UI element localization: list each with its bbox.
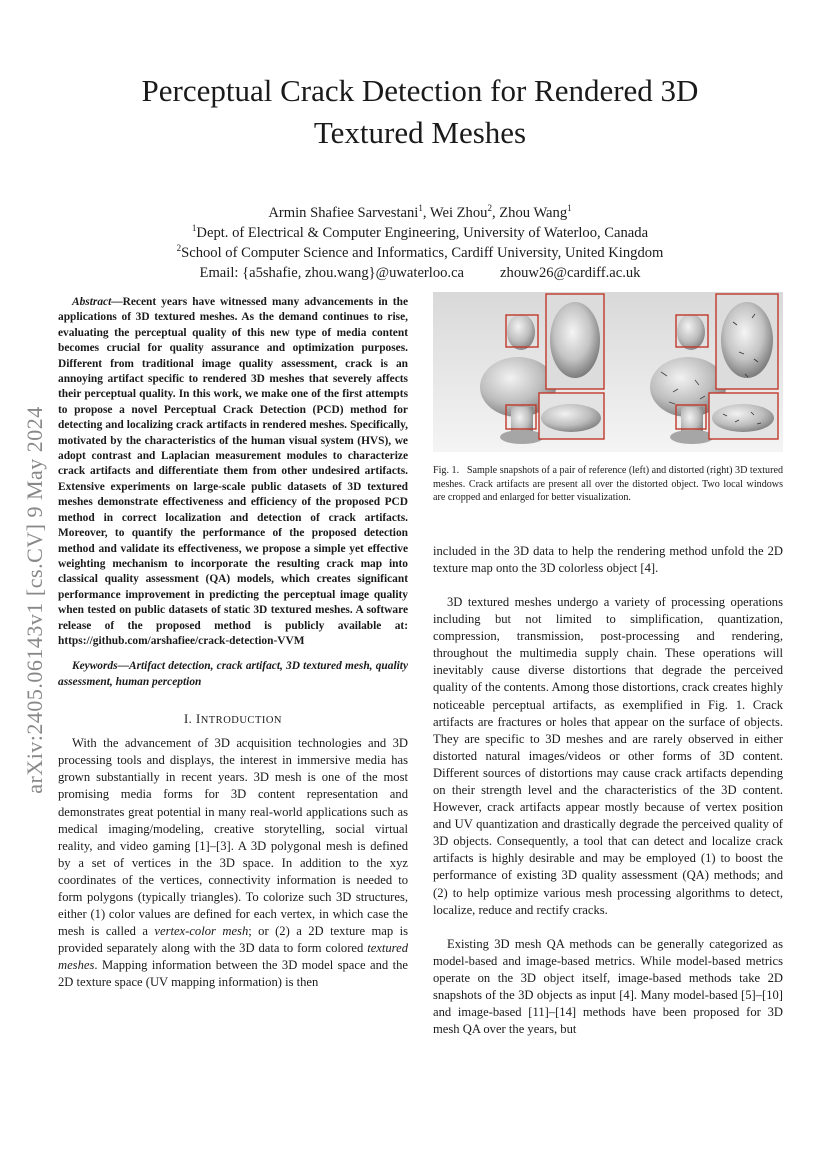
arxiv-sidebar	[10, 360, 60, 840]
keywords-label: Keywords	[72, 660, 118, 673]
figure-1-label: Fig. 1.	[433, 465, 460, 476]
email-waterloo[interactable]: Email: {a5shafie, zhou.wang}@uwaterloo.ca	[199, 265, 465, 281]
author-1-affil: 1	[418, 203, 423, 213]
intro-paragraph-continued: included in the 3D data to help the rendering method unfold the 2D texture map onto the 3D colorless object [4].	[433, 543, 783, 575]
affiliation-1	[60, 223, 780, 243]
abstract-label: Abstract	[72, 296, 112, 308]
title-line-2: Textured Meshes	[313, 115, 527, 150]
paper-title	[60, 70, 780, 154]
email-cardiff[interactable]: zhouw26@cardiff.ac.uk	[500, 265, 641, 281]
term-textured-meshes: textured meshes	[58, 941, 408, 973]
author-2-affil: 2	[487, 203, 492, 213]
arxiv-identifier: arXiv:2405.06143v1 [cs.CV] 9 May 2024	[22, 406, 47, 794]
abstract-dash: —	[111, 296, 123, 308]
section-heading-introduction	[58, 712, 408, 727]
figure-1	[433, 292, 783, 452]
term-vertex-color-mesh: vertex-color mesh	[154, 924, 249, 939]
intro-text-b: ; or (2) a 2D texture map is provided separately along with the 3D data to form colored	[58, 924, 408, 956]
intro-paragraph-2: 3D textured meshes undergo a variety of processing operations including but not limited to simplification, quantization, compression, transmission, post-processing and rendering, throughout the multimedia supply chain. These operations will inevitably cause diverse distortions that degrade the perceived quality of the contents. Among those distortions, crack creates highly noticeable perceptual artifacts, as exemplified in Fig. 1. Crack artifacts are fractures or holes that appear on the surface of objects. They are specific to 3D meshes and are rarely observed in either distorted natural images/videos or other forms of 3D content. Different sources of distortions may cause crack artifacts depending on their strength level and the characteristics of the 3D content. However, crack artifacts appear mostly because of vertex position and UV quantization and drastically degrade the perceived quality of 3D objects. Consequently, a tool that can detect and localize crack artifacts is highly desirable and may be employed (1) to boost the performance of existing 3D quality assessment (QA) methods; and (2) to help optimize various mesh processing algorithms to detect, localize, reduce and rectify cracks.	[433, 594, 783, 917]
figure-1-caption-text: Sample snapshots of a pair of reference (left) and distorted (right) 3D textured meshes. Crack artifacts are present all over the distorted object. Two local windows are cropped and enlarged for better visualization.	[433, 465, 783, 504]
intro-text-a: With the advancement of 3D acquisition technologies and 3D processing tools and displays, the interest in immersive media has grown substantially in recent years. 3D mesh is one of the most promising media forms for 3D content representation and demonstrates great potential in many real-world applications such as medical imaging/modeling, creative storytelling, social virtual reality, and video gaming [1]–[3]. A 3D polygonal mesh is defined by a set of vertices in the 3D space. In addition to the xyz coordinates of the vertices, connectivity information is needed to form polygons (typically triangles). To colorize such 3D structures, either (1) color values are defined for each vertex, in which case the mesh is called a	[58, 736, 408, 939]
figure-1-caption	[433, 464, 783, 505]
section-rest: NTRODUCTION	[200, 715, 283, 727]
figure-1-image	[433, 292, 783, 452]
affiliation-2-text: School of Computer Science and Informatics, Cardiff University, United Kingdom	[181, 245, 664, 261]
keywords	[58, 659, 408, 690]
author-names	[60, 203, 780, 223]
distorted-face-crop	[716, 294, 778, 389]
title-line-1: Perceptual Crack Detection for Rendered 3D	[141, 73, 699, 108]
right-column	[433, 292, 783, 1038]
abstract-text: Recent years have witnessed many advancements in the applications of 3D textured meshes. As the demand continues to rise, evaluating the perceptual quality of this new type of media content becomes crucial for quality assurance and optimization purposes. Different from traditional image quality assessment, crack is an annoying artifact specific to rendered 3D meshes that severely affects their perceptual quality. In this work, we make one of the first attempts to propose a novel Perceptual Crack Detection (PCD) method for detecting and localizing crack artifacts in rendered meshes. Specifically, motivated by the characteristics of the human visual system (HVS), we adopt contrast and Laplacian measurement modules to characterize crack artifacts and differentiate them from other undesired artifacts. Extensive experiments on large-scale public datasets of 3D textured meshes demonstrate effectiveness and efficiency of the proposed PCD method in correct localization and detection of crack artifacts. Moreover, to quantify the performance of the proposed detection method and validate its effectiveness, we propose a simple yet effective weighting mechanism to incorporate the resulting crack map into classical quality assessment (QA) models, which creates significant performance improvement in predicting the perceptual image quality when tested on public datasets of static 3D textured meshes. A software release of the proposed method is publicly available at: https://github.com/arshafiee/crack-detection-VVM	[58, 296, 408, 647]
intro-paragraph-1	[58, 735, 408, 991]
email-line	[60, 263, 780, 283]
section-cap: I	[195, 712, 201, 727]
intro-paragraph-3: Existing 3D mesh QA methods can be generally categorized as model-based and image-based metrics. While model-based metrics operate on the 3D object itself, image-based methods take 2D snapshots of the 3D objects as input [4]. Many model-based [5]–[10] and image-based [11]–[14] methods have been proposed for 3D mesh QA over the years, but	[433, 936, 783, 1037]
author-1: Armin Shafiee Sarvestani	[268, 205, 419, 221]
affiliation-1-mark: 1	[191, 223, 197, 233]
affiliation-2	[60, 243, 780, 263]
distorted-base-crop	[709, 393, 778, 439]
keywords-text: Artifact detection, crack artifact, 3D textured mesh, quality assessment, human perception	[58, 660, 408, 688]
reference-base-crop	[539, 393, 604, 439]
intro-text-c: . Mapping information between the 3D model space and the 2D texture space (UV mapping information) is then	[58, 958, 408, 990]
author-2: , Wei Zhou	[422, 205, 488, 221]
author-block	[60, 203, 780, 283]
keywords-dash: —	[117, 660, 129, 673]
author-3: , Zhou Wang	[491, 205, 568, 221]
author-3-affil: 1	[567, 203, 572, 213]
affiliation-2-mark: 2	[176, 243, 182, 253]
abstract	[58, 295, 408, 649]
section-number: I.	[183, 712, 196, 727]
left-column	[58, 295, 408, 992]
affiliation-1-text: Dept. of Electrical & Computer Engineering, University of Waterloo, Canada	[196, 225, 649, 241]
reference-face-crop	[546, 294, 604, 389]
